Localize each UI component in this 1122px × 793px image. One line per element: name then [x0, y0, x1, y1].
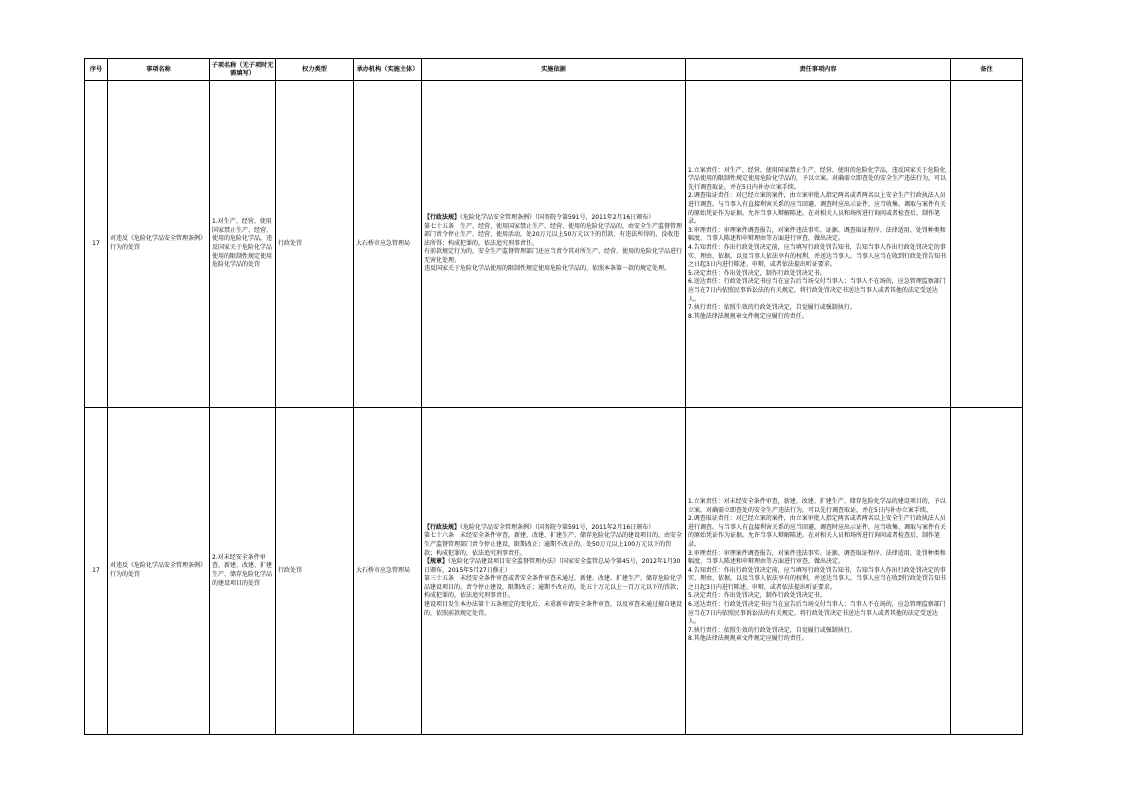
cell-sub: 2.对未经安全条件审查，新建、改建、扩建生产、储存危险化学品的建设项目的处罚: [210, 408, 276, 735]
duty-item: 7.执行责任：依照生效的行政处罚决定，自觉履行或强制执行。: [688, 304, 856, 312]
cell-duty: [686, 408, 951, 735]
basis-para: [424, 532, 683, 558]
header-note: 备注: [951, 59, 1023, 81]
cell-org: 大石桥市应急管理局: [354, 408, 422, 735]
header-seq: 序号: [85, 59, 108, 81]
cell-seq: 17: [85, 81, 108, 408]
cell-note: [951, 81, 1023, 408]
cell-org: 大石桥市应急管理局: [354, 81, 422, 408]
basis-text: 第三十五条 未经安全条件审查或者安全条件审查未通过，新建、改建、扩建生产、储存危险化学品建设项目的，责令停止建设，限期改正；逾期不改正的，处五十万元以上一百万元以下的罚款；构成犯罪的，依法追究刑事责任。: [424, 575, 683, 600]
header-org: 承办机构（实施主体）: [354, 59, 422, 81]
duty-item: 3.审理责任：审理案件调查报告，对案件违法事实、证据、调查取证程序、法律适用、处罚种类和幅度、当事人陈述和申辩理由等方面进行审查，做出决定。: [688, 549, 946, 566]
duty-item: 6.送达责任：行政处罚决定书应当在宣告后当场交付当事人；当事人不在场的，应急管理监察部门应当在7日内依照民事诉讼法的有关规定，将行政处罚决定书送达当事人或者其他的法定受送达人。: [688, 601, 946, 626]
table-row: [85, 408, 1023, 735]
basis-text: 建设项目发生本办法第十五条规定的变化后，未重新申请安全条件审查，以及审查未通过擅自建设的，依照前款规定处罚。: [424, 601, 683, 617]
basis-text: 第七十六条 未经安全条件审查，新建、改建、扩建生产、储存危险化学品的建设项目的，由安全生产监督管理部门责令停止建设，限期改正；逾期不改正的，处50万元以上100万元以下的罚款；构成犯罪的，依法追究刑事责任。: [424, 532, 683, 557]
duty-item: 5.决定责任：作出处罚决定，制作行政处罚决定书。: [688, 592, 826, 600]
cell-basis: [422, 408, 686, 735]
basis-tag: 【行政法规】: [424, 523, 461, 531]
basis-text: 有前款规定行为的，安全生产监督管理部门还应当责令其对所生产、经营、使用的危险化学品进行无害化处理。: [424, 248, 683, 264]
duty-item: 2.调查取证责任：对已经立案的案件，由立案审批人指定两名或者两名以上安全生产行政执法人员进行调查。与当事人有直接利害关系的应当回避。调查时应出示证件，应当收集、调取与案件有关的原始凭证作为证据。允许当事人辩解陈述。在对相关人员和场所进行询问或者检查后，制作笔录。: [688, 515, 947, 548]
cell-name: 对违反《危险化学品安全管理条例》行为的处罚: [108, 408, 210, 735]
duty-item: 5.决定责任：作出处罚决定，制作行政处罚决定书。: [688, 269, 826, 277]
basis-para: [424, 214, 683, 223]
basis-text: 《危险化学品建设项目安全监督管理办法》（国家安全监管总局令第45号，2012年1月30日颁布，2015年5月27日修正）: [424, 558, 681, 574]
duty-item: 1.立案责任：对未经安全条件审查，新建、改建、扩建生产、储存危险化学品的建设项目的，予以立案。对确需立即查处的安全生产违法行为，可以先行调查取证，并在5日内补办立案手续。: [688, 497, 946, 514]
duty-item: 1.立案责任：对生产、经营、使用国家禁止生产、经营、使用的危险化学品，违反国家关于危险化学品使用的限制性规定使用危险化学品的，予以立案。对确需立即查处的安全生产违法行为，可以先行调查取证，并在5日内补办立案手续。: [688, 166, 947, 191]
basis-text: 《危险化学品安全管理条例》（国务院令第591号，2011年2月16日颁布）: [460, 523, 655, 531]
basis-text: 《危险化学品安全管理条例》（国务院令第591号，2011年2月16日颁布）: [460, 213, 655, 221]
header-duty: 责任事项内容: [686, 59, 951, 81]
cell-seq: 17: [85, 408, 108, 735]
basis-text: 第七十五条 生产、经营、使用国家禁止生产、经营、使用的危险化学品的，由安全生产监督管理部门责令停止生产、经营、使用活动，处20万元以上50万元以下的罚款，有违法所得的，没收违法所得；构成犯罪的，依法追究刑事责任。: [424, 222, 683, 247]
cell-basis: [422, 81, 686, 408]
header-sub: 子项名称（无子项时无需填写）: [210, 59, 276, 81]
table-row: [85, 81, 1023, 408]
basis-tag: 【行政法规】: [424, 213, 461, 221]
duty-item: 3.审理责任：审理案件调查报告，对案件违法事实、证据、调查取证程序、法律适用、处罚种类和幅度、当事人陈述和申辩理由等方面进行审查，做出决定。: [688, 226, 946, 243]
power-list-table: [84, 58, 1023, 735]
cell-name: 对违反《危险化学品安全管理条例》行为的处罚: [108, 81, 210, 408]
duty-item: 4.告知责任：作出行政处罚决定前，应当填写行政处罚告知书，告知当事人作出行政处罚决定的事实、理由、依据，以及当事人依法享有的权利，并送达当事人。当事人应当在收到行政处罚告知书之日起3日内进行陈述、申辩，或者依法提出听证要求。: [688, 566, 947, 591]
basis-para: [424, 558, 683, 575]
header-type: 权力类型: [276, 59, 354, 81]
cell-type: 行政处罚: [276, 408, 354, 735]
basis-para: [424, 265, 683, 274]
basis-para: [424, 601, 683, 618]
cell-duty: [686, 81, 951, 408]
basis-para: [424, 575, 683, 601]
header-basis: 实施依据: [422, 59, 686, 81]
cell-type: 行政处罚: [276, 81, 354, 408]
duty-item: 4.告知责任：作出行政处罚决定前，应当填写行政处罚告知书，告知当事人作出行政处罚决定的事实、理由、依据，以及当事人依法享有的权利，并送达当事人。当事人应当在收到行政处罚告知书之日起3日内进行陈述、申辩，或者依法提出听证要求。: [688, 244, 947, 269]
basis-tag: 【规章】: [424, 558, 449, 566]
duty-item: 8.其他法律法规规章文件规定应履行的责任。: [688, 312, 808, 320]
header-name: 事项名称: [108, 59, 210, 81]
header-row: [85, 59, 1023, 81]
duty-item: 7.执行责任：依照生效的行政处罚决定，自觉履行或强制执行。: [688, 626, 856, 634]
cell-note: [951, 408, 1023, 735]
basis-para: [424, 248, 683, 265]
cell-sub: 1.对生产、经营、使用国家禁止生产、经营、使用的危险化学品，违反国家关于危险化学品使用的限制性规定使用危险化学品的处罚: [210, 81, 276, 408]
duty-item: 6.送达责任：行政处罚决定书应当在宣告后当场交付当事人；当事人不在场的，应急管理监察部门应当在7日内依照民事诉讼法的有关规定，将行政处罚决定书送达当事人或者其他的法定受送达人。: [688, 278, 946, 303]
duty-item: 8.其他法律法规规章文件规定应履行的责任。: [688, 635, 808, 643]
basis-text: 违反国家关于危险化学品使用的限制性规定使用危险化学品的，依照本条第一款的规定处理。: [424, 265, 671, 273]
basis-para: [424, 223, 683, 249]
duty-item: 2.调查取证责任：对已经立案的案件，由立案审批人指定两名或者两名以上安全生产行政执法人员进行调查。与当事人有直接利害关系的应当回避。调查时应出示证件，应当收集、调取与案件有关的原始凭证作为证据。允许当事人辩解陈述。在对相关人员和场所进行询问或者检查后，制作笔录。: [688, 192, 947, 226]
